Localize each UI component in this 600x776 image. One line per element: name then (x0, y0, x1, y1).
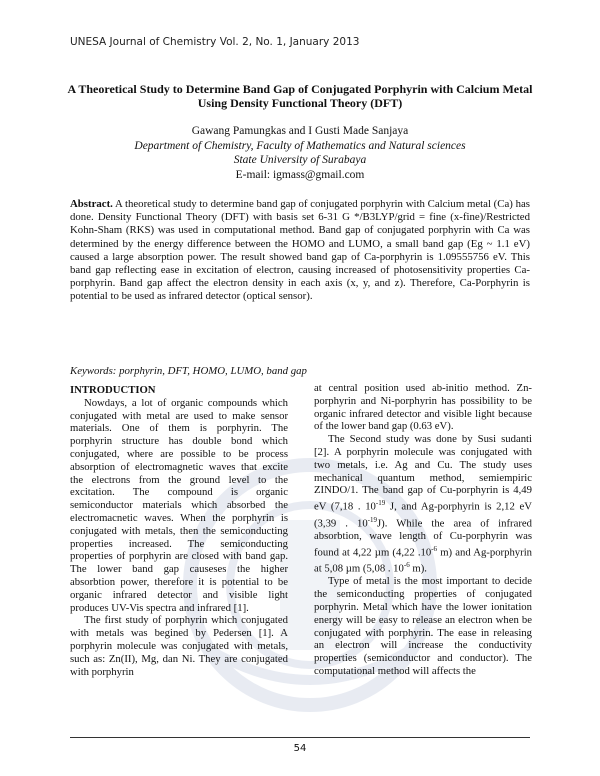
author-block (0, 124, 600, 182)
column-left (70, 382, 288, 678)
affiliation-university: State University of Surabaya (233, 154, 367, 166)
intro-paragraph-4: Type of metal is the most important to decide the semiconducting properties of conjugated porphyrin. Metal which have the lower ionitation energy will be easy to release an electron when be conjugated with porphyrin. The ease in releasing an electron will increase the conductivity properties (semiconductor and conductor). The computational method will affects the (314, 575, 532, 677)
section-heading-introduction: INTRODUCTION (70, 384, 156, 396)
intro-paragraph-2-continued: at central position used ab-initio method. Zn-porphyrin and Ni-porphyrin has possibility to be organic infrared detector and visible light because of the lower band gap (0.63 eV). (314, 382, 532, 433)
journal-header: UNESA Journal of Chemistry Vol. 2, No. 1, January 2013 (70, 36, 360, 48)
abstract-label: Abstract. (70, 198, 113, 210)
page-number: 54 (293, 743, 307, 754)
author-names: Gawang Pamungkas and I Gusti Made Sanjaya (191, 125, 409, 137)
intro-paragraph-3: The Second study was done by Susi sudanti [2]. A porphyrin molecule was conjugated with two metals, i.e. Ag and Cu. The study uses mechanical quantum method, semiempiric ZINDO/1. The band gap of Cu-porphyrin is 4,49 eV (7,18 . $10^{-19}$ J, and Ag-porphyrin is 2,12 eV (3,39 . $10^{-19}J$). While the area of infrared absorbtion, wave length of Cu-porphyrin was found at 4,22 µm (4,22 $.10^{-6}$ m) and Ag-porphyrin at 5,08 µm (5,08 . $10^{-6}$ m). (314, 433, 533, 575)
title-line-2: Using Density Functional Theory (DFT) (197, 96, 403, 110)
keywords: Keywords: porphyrin, DFT, HOMO, LUMO, band gap (70, 365, 307, 377)
author-email: E-mail: igmass@gmail.com (235, 168, 365, 181)
column-right (314, 382, 532, 678)
affiliation-department: Department of Chemistry, Faculty of Mathematics and Natural sciences (134, 139, 466, 152)
intro-paragraph-2: The first study of porphyrin which conjugated with metals was begined by Pedersen [1]. A porphyrin molecule was conjugated with metals, such as: Zn(II), Mg, dan Ni. They are conjugated with porphyrin (70, 614, 288, 678)
footer-divider (70, 737, 530, 738)
intro-paragraph-1: Nowdays, a lot of organic compounds which conjugated with metal are used to make sensor materials. One of them is porphyrin. The porphyrin structure has double bond which conjugated, where are possible to be process absorption of electromagnetic waves that excite the electrons from the ground level to the excitation. The compound is organic semiconductor materials which absorbed the electromacnetic waves. When the porphyrin is conjugated with metals, then the semiconducting properties increased. The semiconducting properties of porphyrin are closed with band gap. The lower band gap causeses the higher absorbtion power, therefore it is potential to be organic infrared detector and visible light produces UV-Vis spectra and infrared [1]. (70, 396, 288, 614)
abstract (70, 198, 530, 304)
paper-title (62, 82, 538, 110)
title-line-1: A Theoretical Study to Determine Band Gap of Conjugated Porphyrin with Calcium Metal (67, 82, 533, 96)
abstract-text: A theoretical study to determine band gap of conjugated porphyrin with Calcium metal (Ca) has done. Density Functional Theory (DFT) with basis set 6-31 G */B3LYP/grid = fine (x-fine)/Restricted Kohn-Sham (RKS) was used in computational method. Band gap of conjugated porphyrin with Ca was determined by the energy difference between the HOMO and LUMO, a small band gap (Eg ~ 1.1 eV) caused a large absorption power. The result showed band gap of Ca-porphyrin is 1.09555756 eV. This band gap reflecting ease in excitation of electron, causing increased of photosensitivity properties Ca-porphyrin. Band gap affect the electron density in each axis (x, y, and z). Therefore, Ca-Porphyrin is potential to be used as infrared detector (optical sensor). (70, 198, 530, 303)
